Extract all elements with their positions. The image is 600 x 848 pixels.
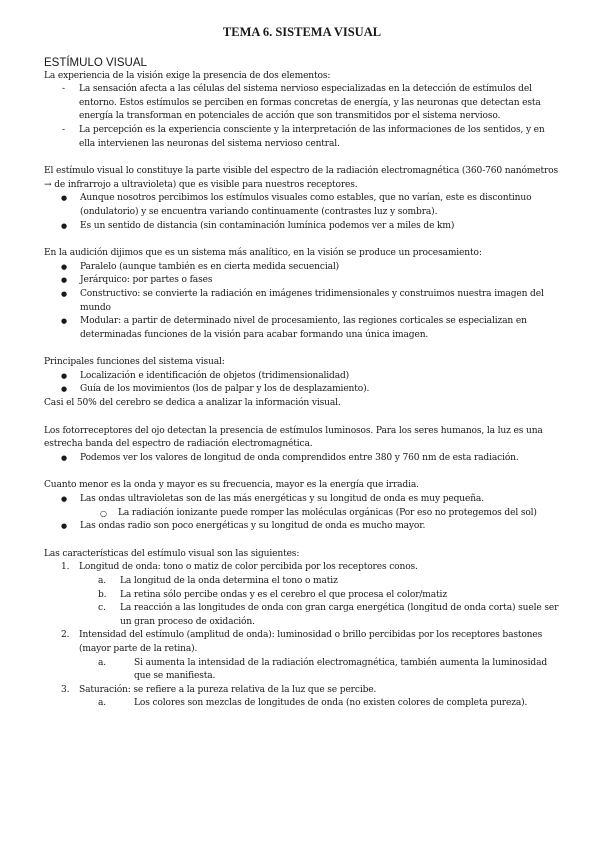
list-item	[44, 629, 560, 656]
list-marker: 1.	[61, 562, 70, 573]
list-item-text: Los colores son mezclas de longitudes de onda (no existen colores de completa pureza).	[134, 698, 528, 709]
list-item: ● Las ondas ultravioletas son de las más energéticas y su longitud de onda es muy pequeña.	[44, 493, 560, 507]
numbered-list	[44, 684, 560, 698]
list-item: ● Las ondas radio son poco energéticas y su longitud de onda es mucho mayor.	[44, 520, 560, 534]
paragraph-photoreceptors: Los fotorreceptores del ojo detectan la presencia de estímulos luminosos. Para los seres humanos, la luz es una estrecha banda del espectro de radiación electromagnética.	[44, 425, 543, 450]
list-item: ● Localización e identificación de objetos (tridimensionalidad)	[44, 370, 560, 384]
list-marker: b.	[98, 589, 107, 600]
bullet-list	[44, 261, 560, 343]
list-item-text: Si aumenta la intensidad de la radiación electromagnética, también aumenta la luminosidad que se manifiesta.	[134, 657, 548, 682]
sub-list	[44, 657, 560, 684]
list-item: ● Es un sentido de distancia (sin contaminación lumínica podemos ver a miles de km)	[44, 220, 560, 234]
list-item: ● Constructivo: se convierte la radiación en imágenes tridimensionales y construimos nuestra imagen del mundo	[44, 288, 560, 315]
paragraph-energy: Cuanto menor es la onda y mayor es su frecuencia, mayor es la energía que irradia.	[44, 480, 419, 491]
list-marker: 2.	[61, 630, 70, 641]
bullet-list	[44, 520, 560, 534]
list-item	[44, 657, 560, 684]
section-heading: ESTÍMULO VISUAL	[44, 56, 147, 69]
list-item	[44, 575, 560, 589]
sub-list	[44, 697, 560, 711]
list-item: - La sensación afecta a las células del sistema nervioso especializadas en la detección de estímulos del entorno. Estos estímulos se perciben en formas concretas de energía, y las neuronas que detectan esta energía la transforman en potenciales de acción que son transmitidos por el sistema nervioso.	[44, 83, 560, 124]
list-item-text: Intensidad del estímulo (amplitud de onda): luminosidad o brillo percibidas por los receptores bastones (mayor parte de la retina).	[79, 630, 543, 654]
list-marker: c.	[98, 603, 106, 614]
bullet-list	[44, 192, 560, 233]
list-marker: a.	[98, 657, 107, 668]
numbered-list	[44, 561, 560, 575]
list-item-text: Longitud de onda: tono o matiz de color percibida por los receptores conos.	[79, 562, 418, 573]
paragraph-functions: Principales funciones del sistema visual:	[44, 357, 225, 368]
numbered-list	[44, 629, 560, 656]
list-item: ○ La radiación ionizante puede romper las moléculas orgánicas (Por eso no protegemos del sol)	[44, 507, 560, 521]
list-item	[44, 697, 560, 711]
sub-bullet-list	[44, 507, 560, 521]
list-item	[44, 589, 560, 603]
list-marker: 3.	[61, 684, 70, 695]
list-item	[44, 684, 560, 698]
paragraph-characteristics: Las características del estímulo visual son las siguientes:	[44, 548, 300, 559]
paragraph-intro: La experiencia de la visión exige la presencia de dos elementos:	[44, 70, 331, 81]
list-item-text: La longitud de la onda determina el tono o matiz	[120, 576, 338, 586]
list-item: ● Modular: a partir de determinado nivel de procesamiento, las regiones corticales se especializan en determinadas funciones de la visión para acabar formando una única imagen.	[44, 315, 560, 342]
list-item: - La percepción es la experiencia consciente y la interpretación de las informaciones de los sentidos, y en ella intervienen las neuronas del sistema nervioso central.	[44, 124, 560, 151]
paragraph-brain: Casi el 50% del cerebro se dedica a analizar la información visual.	[44, 398, 341, 409]
list-item	[44, 602, 560, 629]
list-item	[44, 561, 560, 575]
list-item: ● Podemos ver los valores de longitud de onda comprendidos entre 380 y 760 nm de esta radiación.	[44, 452, 560, 466]
bullet-list	[44, 493, 560, 507]
dash-list	[44, 83, 560, 151]
paragraph-stimulus: El estímulo visual lo constituye la parte visible del espectro de la radiación electromagnética (360-760 nanómetros → de infrarrojo a ultravioleta) que es visible para nuestros receptores.	[44, 166, 559, 190]
list-item: ● Aunque nosotros percibimos los estímulos visuales como estables, que no varían, este es discontinuo (ondulatorio) y se encuentra variando continuamente (contrastes luz y sombra).	[44, 192, 560, 219]
sub-list	[44, 575, 560, 629]
list-item-text: Saturación: se refiere a la pureza relativa de la luz que se percibe.	[79, 684, 377, 695]
list-item: ● Jerárquico: por partes o fases	[44, 274, 560, 288]
bullet-list	[44, 370, 560, 397]
list-item: ● Paralelo (aunque también es en cierta medida secuencial)	[44, 261, 560, 275]
list-marker: a.	[98, 698, 107, 709]
list-item-text: La reacción a las longitudes de onda con gran carga energética (longitud de onda corta) suele ser un gran proceso de oxidación.	[120, 603, 559, 627]
list-marker: a.	[98, 576, 107, 586]
bullet-list	[44, 452, 560, 466]
page-title: TEMA 6. SISTEMA VISUAL	[222, 25, 382, 39]
paragraph-processing: En la audición dijimos que es un sistema más analítico, en la visión se produce un procesamiento:	[44, 248, 482, 259]
list-item: ● Guía de los movimientos (los de palpar y los de desplazamiento).	[44, 383, 560, 397]
list-item-text: La retina sólo percibe ondas y es el cerebro el que procesa el color/matiz	[120, 589, 447, 600]
